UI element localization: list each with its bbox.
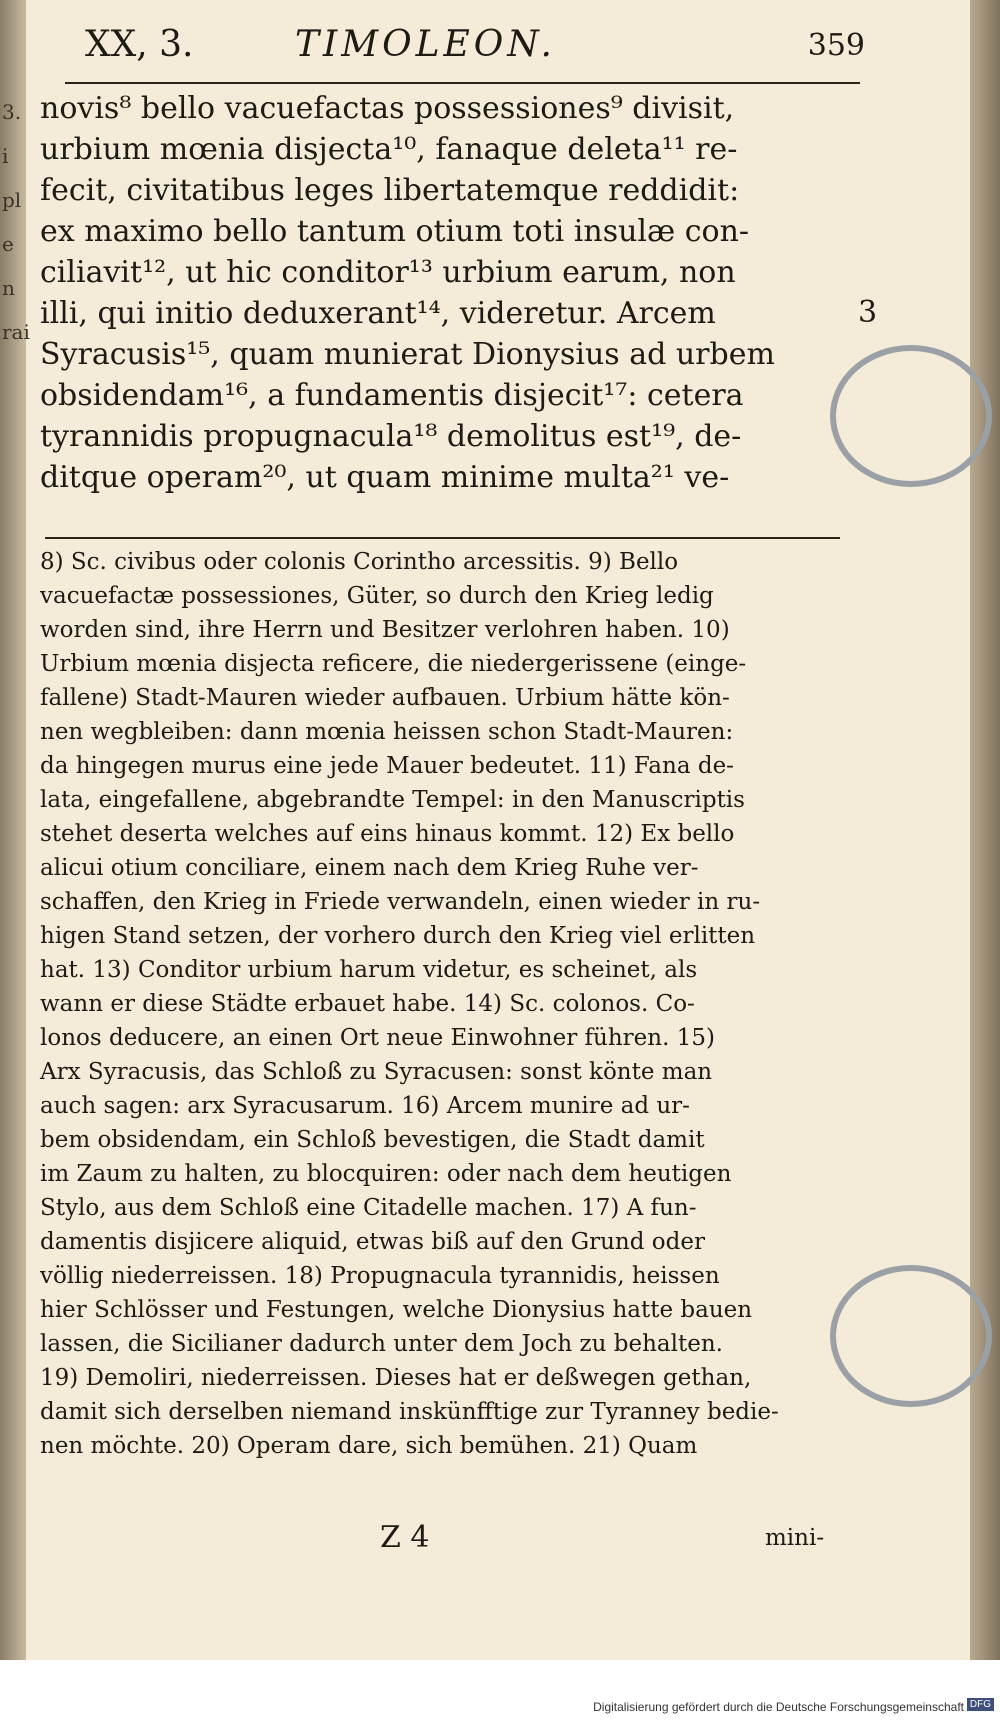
text-line: tyrannidis propugnacula¹⁸ demolitus est¹⁹, de- [40,419,742,454]
note-line: wann er diese Städte erbauet habe. 14) Sc. colonos. Co- [40,991,695,1017]
note-line: damit sich derselben niemand inskünfftige zur Tyranney bedie- [40,1399,779,1425]
note-line: lonos deducere, an einen Ort neue Einwohner führen. 15) [40,1025,715,1051]
text-line: ciliavit¹², ut hic conditor¹³ urbium earum, non [40,255,736,290]
text-line: novis⁸ bello vacuefactas possessiones⁹ divisit, [40,91,735,126]
lower-clasp-ring [830,1265,992,1407]
note-line: Stylo, aus dem Schloß eine Citadelle machen. 17) A fun- [40,1195,697,1221]
note-line: vacuefactæ possessiones, Güter, so durch den Krieg ledig [40,583,714,609]
note-line: lassen, die Sicilianer dadurch unter dem Joch zu behalten. [40,1331,723,1357]
note-line: worden sind, ihre Herrn und Besitzer verlohren haben. 10) [40,617,730,643]
running-title: TIMOLEON. [295,24,556,65]
margin-fragment: e [2,232,14,256]
previous-page-edge [0,0,30,1660]
signature-mark: Z 4 [380,1520,430,1555]
text-line: urbium mœnia disjecta¹⁰, fanaque deleta¹¹ re- [40,132,738,167]
note-line: 8) Sc. civibus oder colonis Corintho arcessitis. 9) Bello [40,549,679,575]
note-line: schaffen, den Krieg in Friede verwandeln, einen wieder in ru- [40,889,761,915]
margin-fragment: pl [2,188,22,212]
note-line: stehet deserta welches auf eins hinaus kommt. 12) Ex bello [40,821,735,847]
margin-fragment: rai [2,320,30,344]
note-line: völlig niederreissen. 18) Propugnacula tyrannidis, heissen [40,1263,720,1289]
note-line: Urbium mœnia disjecta reficere, die niedergerissene (einge- [40,651,747,677]
note-line: hat. 13) Conditor urbium harum videtur, es scheinet, als [40,957,698,983]
note-line: da hingegen murus eine jede Mauer bedeutet. 11) Fana de- [40,753,734,779]
note-line: higen Stand setzen, der vorhero durch den Krieg viel erlitten [40,923,756,949]
note-line: bem obsidendam, ein Schloß bevestigen, die Stadt damit [40,1127,705,1153]
margin-fragment: 3. [2,100,22,124]
text-line: illi, qui initio deduxerant¹⁴, videretur. Arcem [40,296,716,331]
note-line: auch sagen: arx Syracusarum. 16) Arcem munire ad ur- [40,1093,690,1119]
text-line: ditque operam²⁰, ut quam minime multa²¹ ve- [40,460,730,495]
margin-fragment: i [2,144,9,168]
note-line: nen wegbleiben: dann mœnia heissen schon Stadt-Mauren: [40,719,734,745]
header-rule [65,82,860,84]
margin-section-number: 3 [858,295,878,330]
text-line: Syracusis¹⁵, quam munierat Dionysius ad urbem [40,337,775,372]
note-line: im Zaum zu halten, zu blocquiren: oder nach dem heutigen [40,1161,732,1187]
notes-separator-rule [45,537,840,539]
text-line: fecit, civitatibus leges libertatemque reddidit: [40,173,740,208]
chapter-reference: XX, 3. [85,24,194,65]
footnotes [40,545,840,1463]
digitization-credit: Digitalisierung gefördert durch die Deutsche Forschungsgemeinschaft [593,1700,964,1714]
note-line: lata, eingefallene, abgebrandte Tempel: in den Manuscriptis [40,787,745,813]
text-line: ex maximo bello tantum otium toti insulæ con- [40,214,750,249]
note-line: damentis disjicere aliquid, etwas biß auf den Grund oder [40,1229,705,1255]
text-line: obsidendam¹⁶, a fundamentis disjecit¹⁷: cetera [40,378,744,413]
dfg-logo: DFG [967,1698,994,1711]
upper-clasp-ring [830,345,992,487]
note-line: fallene) Stadt-Mauren wieder aufbauen. Urbium hätte kön- [40,685,730,711]
catchword: mini- [765,1525,825,1551]
note-line: hier Schlösser und Festungen, welche Dionysius hatte bauen [40,1297,753,1323]
note-line: alicui otium conciliare, einem nach dem Krieg Ruhe ver- [40,855,699,881]
running-header [85,14,865,74]
note-line: 19) Demoliri, niederreissen. Dieses hat er deßwegen gethan, [40,1365,752,1391]
page-number: 359 [807,28,865,63]
margin-fragment: n [2,276,15,300]
main-latin-text [40,88,845,498]
note-line: nen möchte. 20) Operam dare, sich bemühen. 21) Quam [40,1433,698,1459]
left-margin-fragments [2,90,30,354]
note-line: Arx Syracusis, das Schloß zu Syracusen: sonst könte man [40,1059,713,1085]
book-fore-edge [970,0,1000,1660]
